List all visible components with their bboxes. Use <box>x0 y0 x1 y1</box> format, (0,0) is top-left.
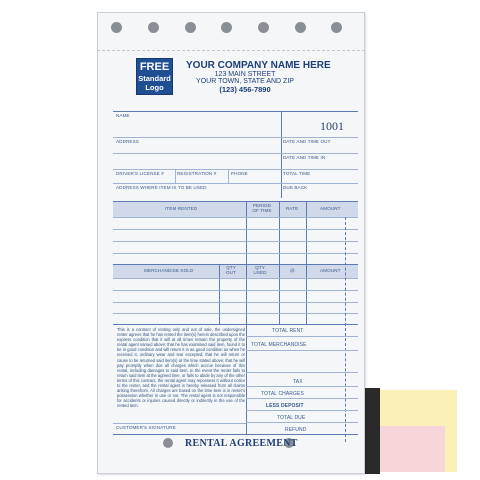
rule <box>246 324 247 434</box>
company-info <box>186 60 356 94</box>
punch-hole <box>258 22 269 33</box>
rule <box>246 398 358 399</box>
company-phone: (123) 456-7890 <box>219 85 271 94</box>
rule <box>113 169 281 170</box>
contract-terms: This is a contract of renting only and not of sale, the undersigned renter agrees that he has rented the item(s) herein described upon the express condition that it will at all times remain the property of the rental agent named above; that he has examined said item, found it to be in good condition and will return it in as good condition as when he received it, ordinary wear and tear excepted; that he will return or cause to be returned said item(s) at the time stated above; that he will pay promptly when due all charges which accrue because of this rental, including damages to said item. In the event the renter fails to return said item at the agreed time, or fails to abide by any of the other terms of this contract, the rental agent may repossess it without notice to the renter, and the rental agent is hereby released from all claims arising therefrom. All charges are based on the time item is in renter's possession whether in use or not. The rental agent is not responsible for accidents or injuries caused directly or indirectly in the use of the rented item. <box>117 327 245 409</box>
header-period-of-time: PERIOD OF TIME <box>252 203 272 213</box>
label-registration: REGISTRATION # <box>177 171 217 176</box>
rule <box>246 422 358 423</box>
rule <box>175 169 176 183</box>
header-qty-used: QTY USED <box>253 265 267 275</box>
rule <box>246 264 247 324</box>
header-merch-amount: AMOUNT <box>320 268 341 273</box>
table-row <box>113 302 358 303</box>
label-tax: TAX <box>293 379 303 385</box>
rule <box>279 201 280 264</box>
label-total-merchandise: TOTAL MERCHANDISE <box>251 342 307 348</box>
rule <box>113 137 281 138</box>
punch-hole <box>185 22 196 33</box>
table-row <box>113 253 358 254</box>
header-qty-out: QTY OUT <box>226 265 236 275</box>
header-at: @ <box>290 268 295 273</box>
rule <box>246 410 358 411</box>
table-row <box>113 229 358 230</box>
rule <box>279 264 280 324</box>
label-date-time-out: DATE AND TIME OUT <box>283 139 331 144</box>
punch-hole <box>331 22 342 33</box>
label-address-item-used: ADDRESS WHERE ITEM IS TO BE USED <box>116 185 207 190</box>
rule <box>228 169 229 183</box>
label-less-deposit: LESS DEPOSIT <box>266 403 304 409</box>
rule <box>246 372 358 373</box>
logo-text-logo: Logo <box>145 82 164 92</box>
rule <box>113 111 358 112</box>
rule <box>113 324 358 325</box>
rule <box>113 201 358 202</box>
header-rate: RATE <box>286 206 299 211</box>
rule <box>281 111 282 198</box>
company-street: 123 MAIN STREET <box>214 71 276 78</box>
amount-cents-guide <box>345 217 346 442</box>
rule <box>281 153 358 154</box>
label-refund: REFUND <box>285 427 307 433</box>
header-merchandise-sold: MERCHANDISE SOLD <box>144 268 194 273</box>
rule <box>246 386 358 387</box>
punch-hole <box>163 438 173 448</box>
table-row <box>113 313 358 314</box>
header-amount: AMOUNT <box>320 206 341 211</box>
company-city: YOUR TOWN, STATE AND ZIP <box>196 78 294 85</box>
rule <box>246 201 247 264</box>
rule <box>281 137 358 138</box>
label-date-time-in: DATE AND TIME IN <box>283 155 326 160</box>
punch-hole <box>148 22 159 33</box>
rule <box>113 434 358 435</box>
label-due-back: DUE BACK <box>283 185 308 190</box>
logo-text-free: FREE <box>139 61 170 73</box>
punch-hole <box>221 22 232 33</box>
form-number: 1001 <box>320 119 344 133</box>
label-total-rent: TOTAL RENT <box>272 328 304 334</box>
label-total-charges: TOTAL CHARGES <box>261 391 304 397</box>
header-item-rented: ITEM RENTED <box>165 206 198 211</box>
rule <box>306 201 307 264</box>
signature-line <box>113 423 246 424</box>
label-name: NAME <box>116 113 130 118</box>
company-logo <box>136 58 173 95</box>
label-drivers-license: DRIVER'S LICENSE # <box>116 171 164 176</box>
label-total-time: TOTAL TIME <box>283 171 311 176</box>
punch-hole <box>111 22 122 33</box>
label-customer-signature: CUSTOMER'S SIGNATURE <box>116 425 176 430</box>
table-row <box>113 217 358 218</box>
table-row <box>113 290 358 291</box>
rule <box>281 169 358 170</box>
rule <box>113 153 281 154</box>
label-phone: PHONE <box>231 171 248 176</box>
rule <box>219 264 220 324</box>
rule <box>306 264 307 324</box>
footer-title: RENTAL AGREEMENT <box>185 438 298 449</box>
label-total-due: TOTAL DUE <box>277 415 306 421</box>
rule <box>246 350 358 351</box>
punch-hole <box>295 22 306 33</box>
perforation-line <box>97 50 365 51</box>
company-name: YOUR COMPANY NAME HERE <box>186 60 331 71</box>
rule <box>246 336 358 337</box>
table-row <box>113 241 358 242</box>
rule <box>281 183 358 184</box>
rule <box>113 183 281 184</box>
table-row <box>113 278 358 279</box>
label-address: ADDRESS <box>116 139 139 144</box>
logo-text-standard: Standard <box>138 74 171 83</box>
